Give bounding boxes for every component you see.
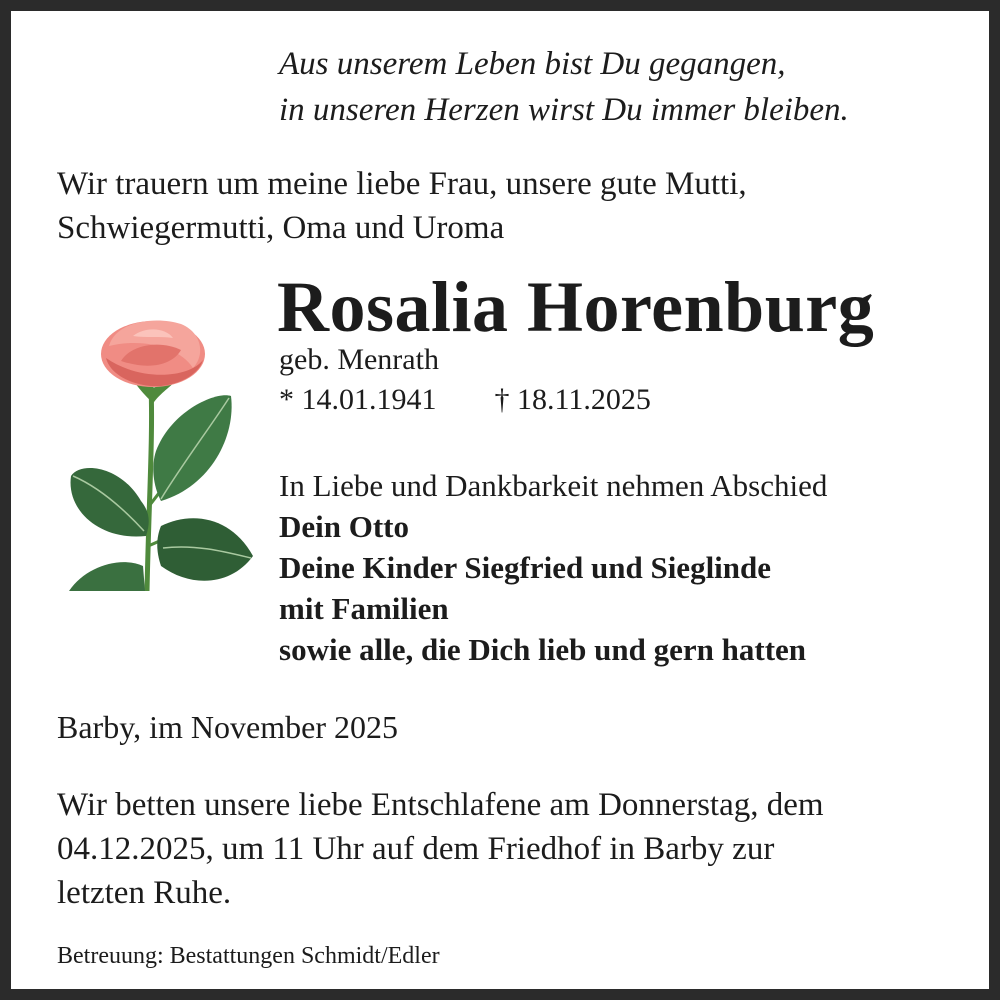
burial-line-1: Wir betten unsere liebe Entschlafene am Donnerstag, dem [57, 787, 824, 823]
mourner-line: mit Familien [279, 591, 449, 626]
death-date: † 18.11.2025 [494, 383, 651, 416]
mourning-intro [57, 162, 747, 250]
rose-illustration [61, 316, 256, 596]
funeral-home-credit: Betreuung: Bestattungen Schmidt/Edler [57, 943, 440, 969]
motto-line-1: Aus unserem Leben bist Du gegangen, [279, 46, 786, 82]
mourner-line: sowie alle, die Dich lieb und gern hatten [279, 632, 807, 667]
place-and-date: Barby, im November 2025 [57, 709, 398, 745]
birth-name: geb. Menrath [279, 343, 439, 376]
motto-verse [279, 41, 849, 133]
mourners-block [279, 465, 827, 670]
burial-notice [57, 783, 824, 915]
intro-line-2: Schwiegermutti, Oma und Uroma [57, 210, 505, 246]
life-dates [279, 382, 651, 418]
intro-line-1: Wir trauern um meine liebe Frau, unsere gute Mutti, [57, 166, 747, 202]
mourner-line: Deine Kinder Siegfried und Sieglinde [279, 550, 772, 585]
motto-line-2: in unseren Herzen wirst Du immer bleiben. [279, 92, 849, 128]
mourner-line: Dein Otto [279, 509, 410, 544]
mourners-intro: In Liebe und Dankbarkeit nehmen Abschied [279, 468, 828, 503]
burial-line-2: 04.12.2025, um 11 Uhr auf dem Friedhof in Barby zur [57, 831, 775, 867]
burial-line-3: letzten Ruhe. [57, 875, 232, 911]
birth-date: * 14.01.1941 [279, 383, 437, 416]
deceased-name: Rosalia Horenburg [277, 267, 875, 347]
